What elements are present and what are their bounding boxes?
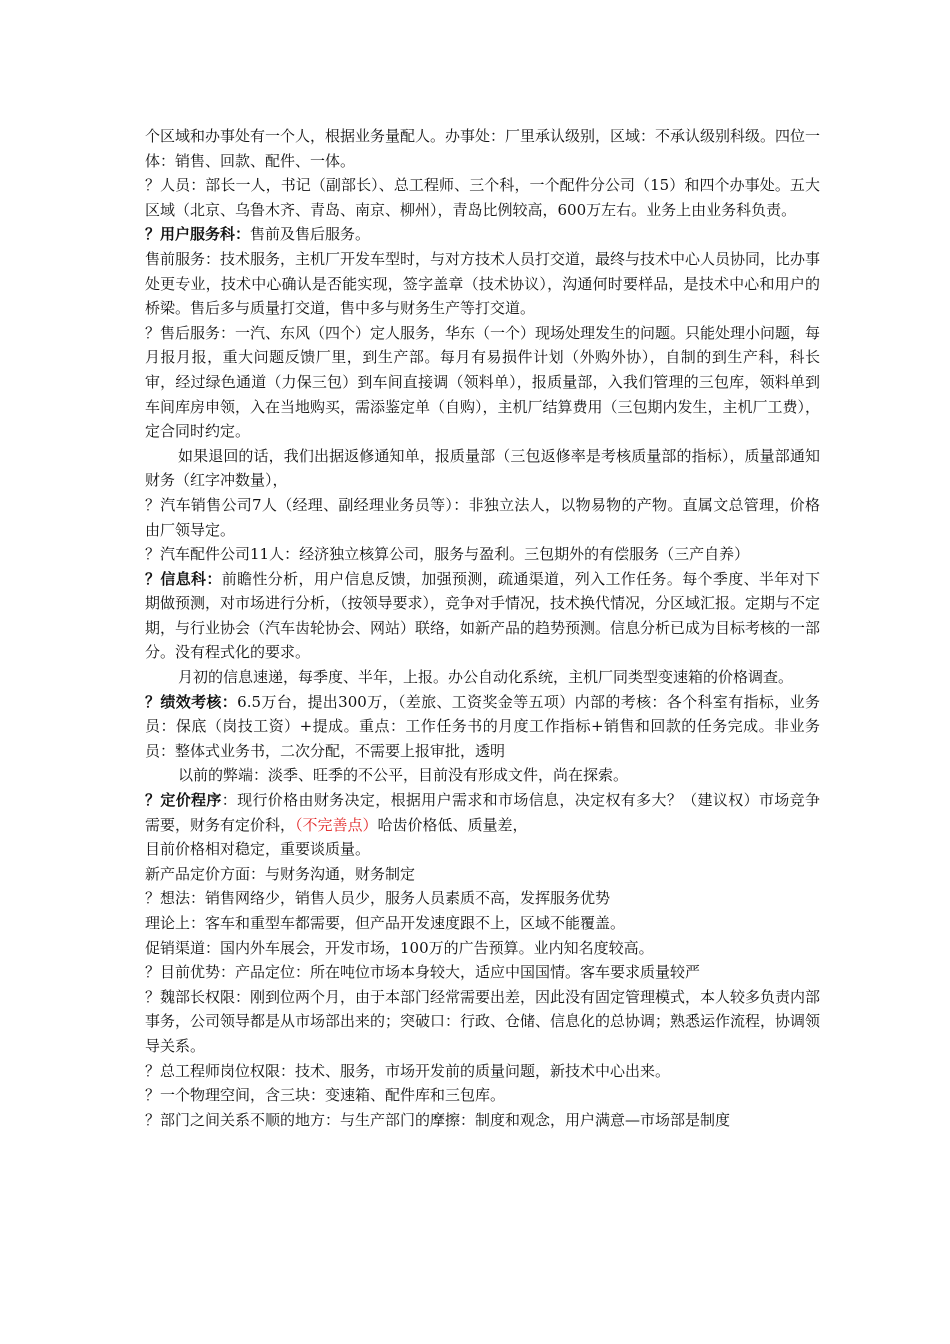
section-heading: ？定价程序 (145, 791, 222, 810)
paragraph-text: 售前服务：技术服务，主机厂开发车型时，与对方技术人员打交道，最终与技术中心人员协同，比办事处更专业，技术中心确认是否能实现，签字盖章（技术协议），沟通何时要样品，是技术中心和用户的桥梁。售后多与质量打交道，售中多与财务生产等打交道。 (145, 249, 821, 318)
paragraph-department-friction (145, 1108, 820, 1133)
paragraph-aftersales-service (145, 321, 820, 444)
paragraph-text: 理论上：客车和重型车都需要，但产品开发速度跟不上，区域不能覆盖。 (145, 914, 626, 932)
document-body (145, 124, 820, 1132)
paragraph-region-staffing (145, 124, 820, 173)
paragraph-text: ？部门之间关系不顺的地方：与生产部门的摩擦：制度和观念，用户满意—市场部是制度 (145, 1110, 731, 1129)
paragraph-text: 售前及售后服务。 (250, 225, 371, 244)
paragraph-personnel (145, 173, 820, 222)
paragraph-presales-service (145, 247, 820, 321)
paragraph-text: 如果退回的话，我们出据返修通知单，报质量部（三包返修率是考核质量部的指标），质量部通知财务（红字冲数量）， (145, 446, 820, 490)
paragraph-text: ？售后服务：一汽、东风（四个）定人服务，华东（一个）现场处理发生的问题。只能处理小问题，每月报月报，重大问题反馈厂里，到生产部。每月有易损件计划（外购外协），自制的到生产科，科长审，经过绿色通道（力保三包）到车间直接调（领料单），报质量部，入我们管理的三包库，领料单到车间库房申领，入在当地购买，需添鉴定单（自购），主机厂结算费用（三包期内发生，主机厂工费），定合同时约定。 (145, 323, 821, 441)
paragraph-text: 个区域和办事处有一个人，根据业务量配人。办事处：厂里承认级别，区域：不承认级别科级。四位一体：销售、回款、配件、一体。 (145, 127, 821, 170)
paragraph-text: ：现行价格由财务决定，根据用户需求和市场信息，决定权有多大？（建议权）市场竞争需要，财务有定价科， (145, 791, 820, 834)
paragraph-text: ？目前优势：产品定位：所在吨位市场本身较大，适应中国国情。客车要求质量较严 (145, 963, 701, 982)
paragraph-current-advantages (145, 960, 820, 985)
paragraph-text: ？想法：销售网络少，销售人员少，服务人员素质不高，发挥服务优势 (145, 889, 611, 908)
paragraph-information-dept (145, 567, 820, 665)
paragraph-auto-sales-company (145, 493, 820, 542)
section-heading: ？用户服务科： (145, 225, 251, 244)
paragraph-theory (145, 911, 820, 936)
paragraph-auto-parts-company (145, 542, 820, 567)
paragraph-pricing-procedure (145, 788, 820, 837)
paragraph-text: ？汽车销售公司7人（经理、副经理业务员等）：非独立法人，以物易物的产物。直属文总管理，价格由厂领导定。 (145, 495, 820, 539)
highlight-text: （不完善点） (295, 815, 378, 834)
paragraph-text: ？一个物理空间，含三块：变速箱、配件库和三包库。 (145, 1086, 506, 1105)
paragraph-new-product-pricing (145, 862, 820, 887)
paragraph-text: 6.5万台，提出300万，（差旅、工资奖金等五项）内部的考核：各个科室有指标，业务员：保底（岗技工资）+提成。重点：工作任务书的月度工作指标+销售和回款的任务完成。非业务员：整体式业务书，二次分配，不需要上报审批，透明 (145, 692, 820, 760)
paragraph-user-service-dept (145, 222, 820, 247)
paragraph-past-drawbacks (145, 763, 820, 788)
section-heading: ？绩效考核： (145, 692, 238, 711)
paragraph-text: 前瞻性分析，用户信息反馈，加强预测，疏通渠道，列入工作任务。每个季度、半年对下期做预测，对市场进行分析，（按领导要求），竞争对手情况，技术换代情况，分区域汇报。定期与不定期，与行业协会（汽车齿轮协会、网站）联络，如新产品的趋势预测。信息分析已成为目标考核的一部分。没有程式化的要求。 (145, 569, 821, 662)
paragraph-performance-review (145, 690, 820, 764)
paragraph-director-authority (145, 985, 820, 1059)
paragraph-text: ？魏部长权限：刚到位两个月，由于本部门经常需要出差，因此没有固定管理模式，本人较多负责内部事务，公司领导都是从市场部出来的；突破口：行政、仓储、信息化的总协调；熟悉运作流程，协调领导关系。 (145, 987, 821, 1055)
paragraph-text-tail: 哈齿价格低、质量差， (377, 815, 528, 834)
paragraph-chief-engineer-authority (145, 1059, 820, 1084)
paragraph-text: ？人员：部长一人，书记（副部长）、总工程师、三个科，一个配件分公司（15）和四个办事处。五大区域（北京、乌鲁木齐、青岛、南京、柳州），青岛比例较高，600万左右。业务上由业务科负责。 (145, 176, 820, 219)
paragraph-text: 促销渠道：国内外车展会，开发市场，100万的广告预算。业内知名度较高。 (145, 938, 654, 957)
paragraph-text: 目前价格相对稳定，重要谈质量。 (145, 840, 371, 859)
paragraph-ideas (145, 886, 820, 911)
paragraph-text: 月初的信息速递，每季度、半年，上报。办公自动化系统，主机厂同类型变速箱的价格调查。 (178, 668, 794, 687)
paragraph-text: ？总工程师岗位权限：技术、服务，市场开发前的质量问题，新技术中心出来。 (145, 1061, 671, 1080)
paragraph-return-process (145, 444, 820, 493)
paragraph-monthly-info (145, 665, 820, 690)
paragraph-price-stability (145, 837, 820, 862)
paragraph-physical-space (145, 1083, 820, 1108)
paragraph-text: ？汽车配件公司11人：经济独立核算公司，服务与盈利。三包期外的有偿服务（三产自养） (145, 545, 750, 564)
section-heading: ？信息科： (145, 569, 222, 588)
paragraph-text: 新产品定价方面：与财务沟通，财务制定 (145, 864, 416, 883)
paragraph-text: 以前的弊端：淡季、旺季的不公平，目前没有形成文件，尚在探索。 (178, 766, 629, 785)
paragraph-promotion-channels (145, 936, 820, 961)
